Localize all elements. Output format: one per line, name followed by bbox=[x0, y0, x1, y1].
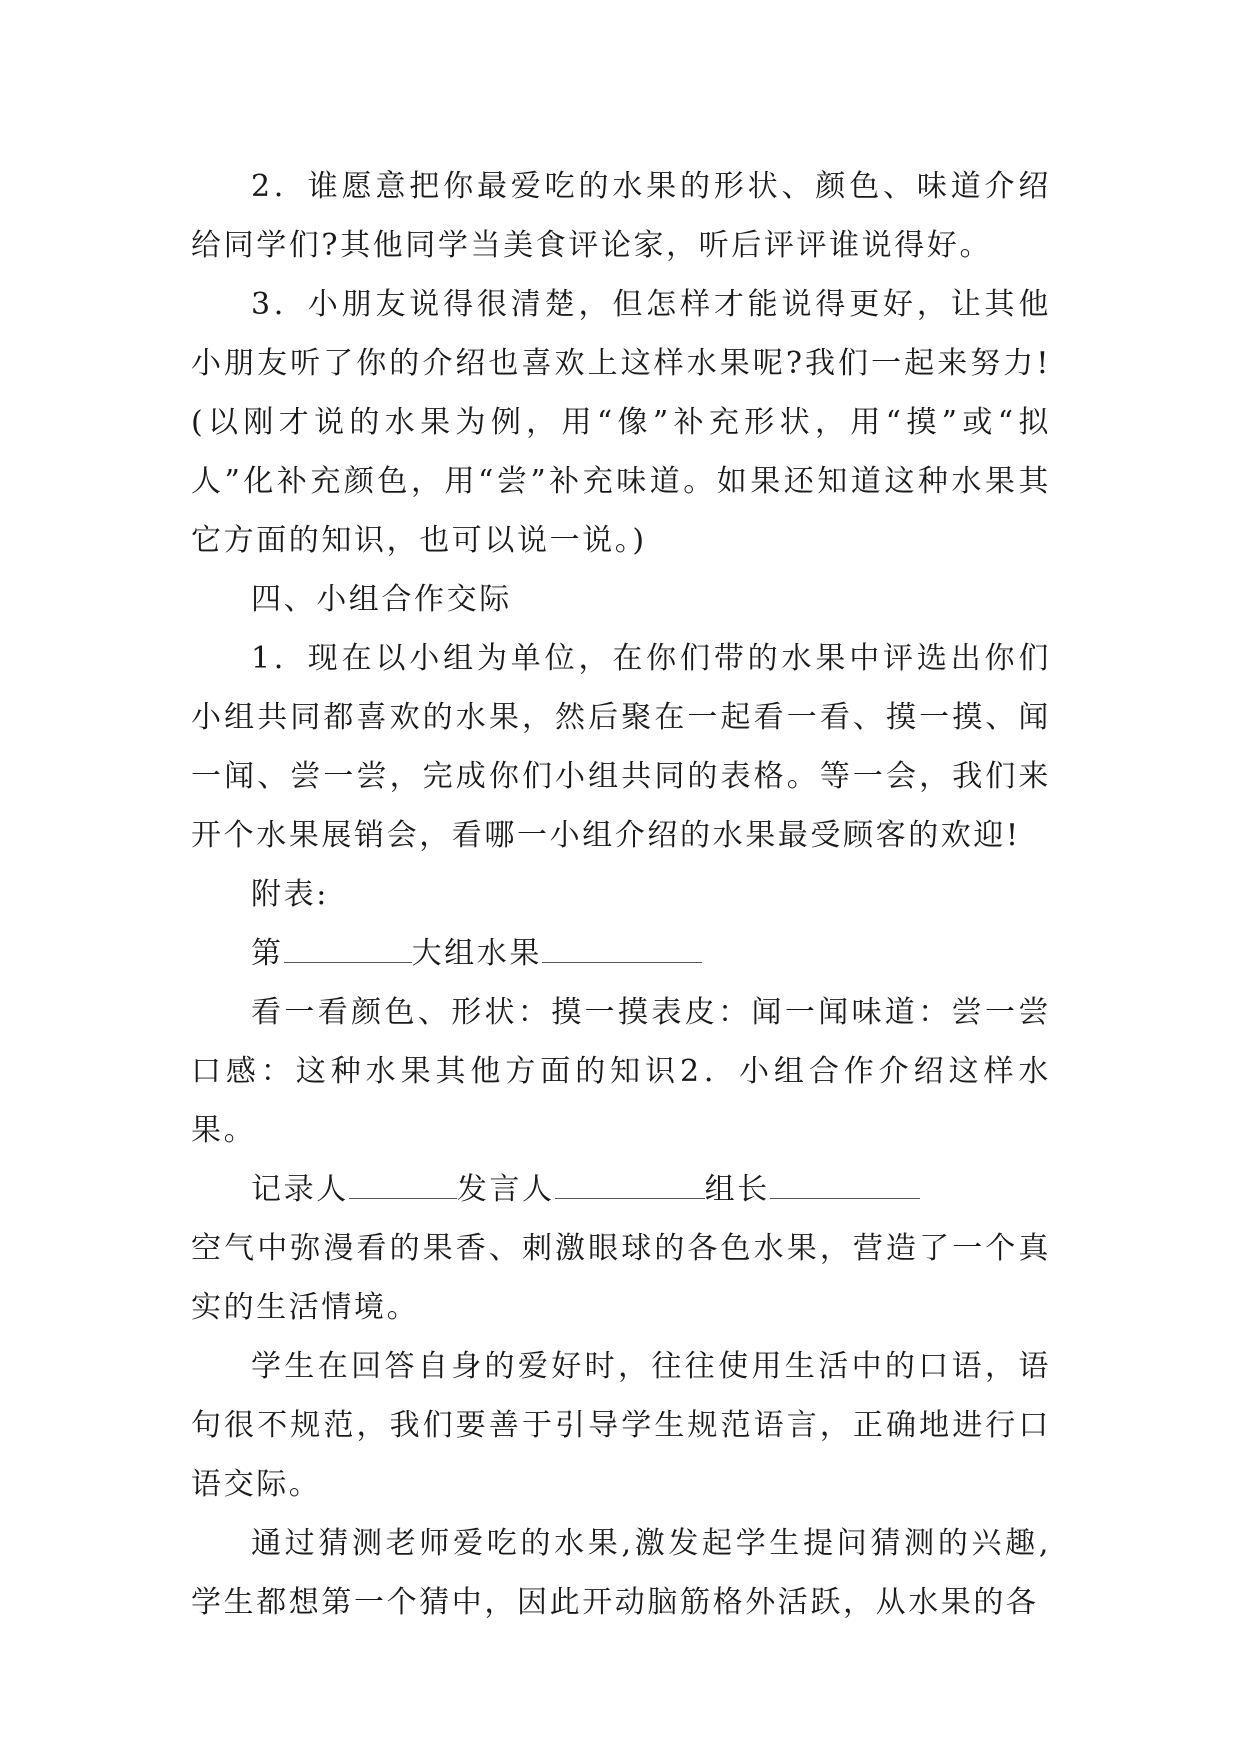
paragraph-scene: 空气中弥漫看的果香、刺激眼球的各色水果，营造了一个真实的生活情境。 bbox=[191, 1231, 1051, 1325]
fruit-name-blank bbox=[542, 934, 702, 963]
leader-blank bbox=[770, 1170, 920, 1199]
paragraph-group-step-1: 1．现在以小组为单位，在你们带的水果中评选出你们小组共同都喜欢的水果，然后聚在一起看一看、摸一摸、闻一闻、尝一尝，完成你们小组共同的表格。等一会，我们来开个水果展销会，看哪一小组介绍的水果最受顾客的欢迎! bbox=[191, 641, 1051, 853]
form-prefix-label: 第 bbox=[251, 936, 284, 971]
speaker-blank bbox=[555, 1170, 705, 1199]
leader-label: 组长 bbox=[704, 1172, 770, 1207]
form-middle-label: 大组水果 bbox=[411, 936, 543, 971]
appendix-label: 附表: bbox=[251, 877, 329, 912]
paragraph-step-2: 2．谁愿意把你最爱吃的水果的形状、颜色、味道介绍给同学们?其他同学当美食评论家，听后评评谁说得好。 bbox=[191, 169, 1051, 263]
paragraph-step-3: 3．小朋友说得很清楚，但怎样才能说得更好，让其他小朋友听了你的介绍也喜欢上这样水果呢?我们一起来努力!(以刚才说的水果为例，用“像”补充形状，用“摸”或“拟人”化补充颜色，用“尝”补充味道。如果还知道这种水果其它方面的知识，也可以说一说。) bbox=[191, 287, 1051, 558]
document-body bbox=[191, 157, 1051, 1632]
section-heading-group-work: 四、小组合作交际 bbox=[251, 582, 512, 617]
recorder-label: 记录人 bbox=[251, 1172, 349, 1207]
paragraph-language: 学生在回答自身的爱好时，往往使用生活中的口语，语句很不规范，我们要善于引导学生规范语言，正确地进行口语交际。 bbox=[191, 1349, 1051, 1502]
speaker-label: 发言人 bbox=[456, 1172, 555, 1207]
record-line bbox=[191, 1160, 1051, 1219]
recorder-blank bbox=[349, 1170, 457, 1199]
form-line-group-fruit bbox=[191, 924, 1051, 983]
group-number-blank bbox=[284, 934, 412, 963]
paragraph-table-items: 看一看颜色、形状：摸一摸表皮：闻一闻味道：尝一尝口感：这种水果其他方面的知识2．小组合作介绍这样水果。 bbox=[191, 995, 1051, 1148]
paragraph-guessing: 通过猜测老师爱吃的水果,激发起学生提问猜测的兴趣,学生都想第一个猜中，因此开动脑筋格外活跃，从水果的各 bbox=[191, 1526, 1051, 1620]
